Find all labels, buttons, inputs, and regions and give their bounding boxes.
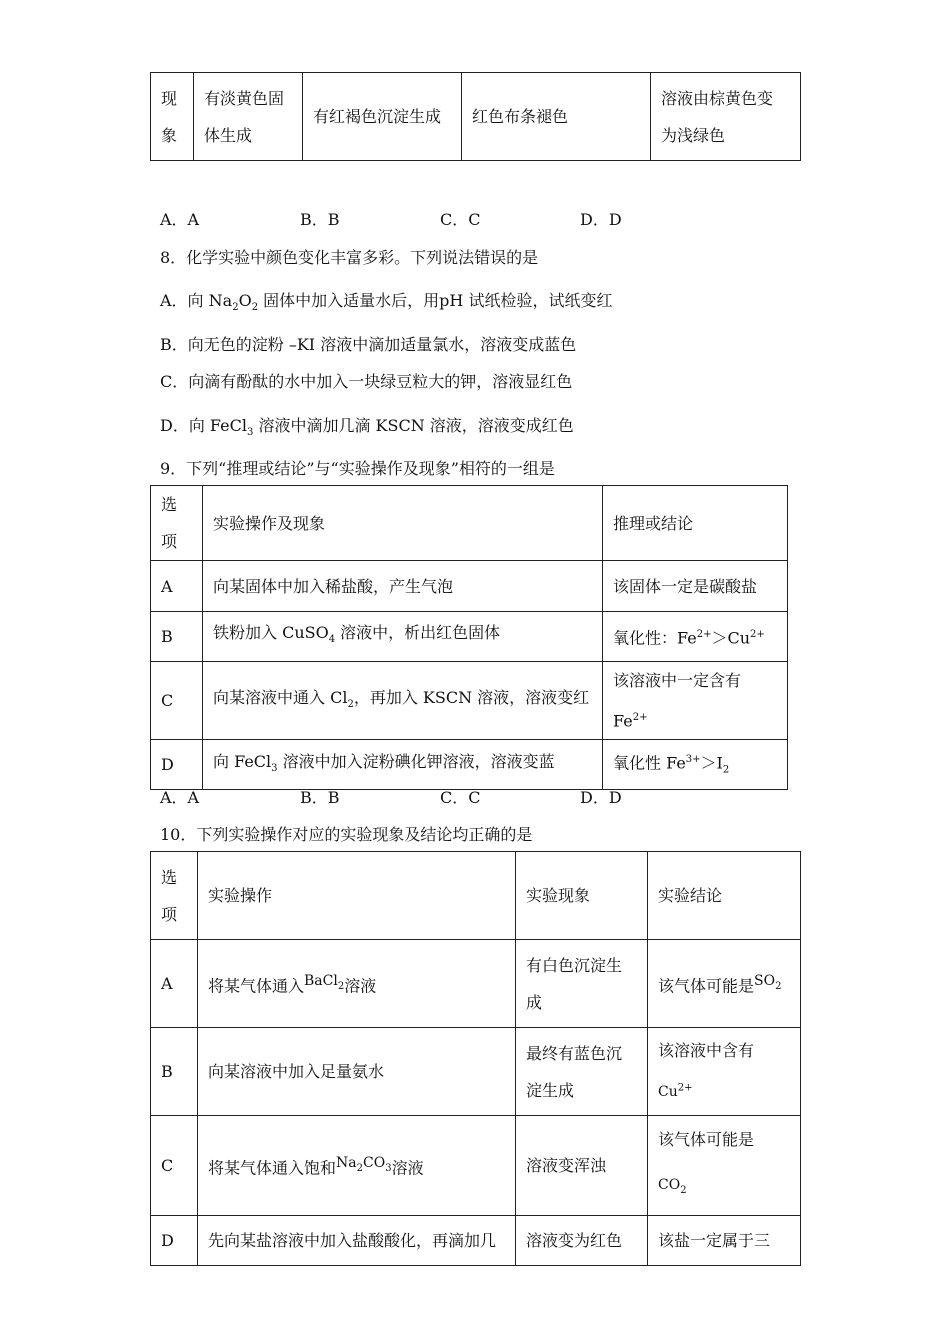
q10-b-ph-2: 淀生成 [526,1080,575,1100]
q9-header-conclusion: 推理或结论 [603,486,788,561]
q7-options [160,207,720,230]
q9-table [150,485,788,790]
q10-b-res-sup: 2+ [677,1082,693,1094]
q9-row-a-option: A [151,561,203,612]
q9-row-b-operation [203,612,603,662]
q10-b-res-1: 该溶液中含有 [658,1041,755,1061]
q8-option-b[interactable]: B．向无色的淀粉 –KI 溶液中滴加适量氯水，溶液变成蓝色 [160,335,577,354]
q9-b-res-pre: 氧化性：Fe [613,628,697,648]
q10-header-option-2: 项 [161,904,178,924]
q9-b-res-sup1: 2+ [696,629,712,641]
q7-option-d[interactable]: D．D [580,210,622,229]
q9-row-b-conclusion [603,612,788,662]
q9-c-op-post: ，再加入 KSCN 溶液，溶液变红 [353,687,590,707]
q10-row-a-operation [198,940,516,1028]
q9-stem: 9．下列“推理或结论”与“实验操作及现象”相符的一组是 [160,459,555,478]
q10-c-res-1: 该气体可能是 [658,1130,755,1150]
q10-c-op-pre: 将某气体通入饱和 [208,1157,337,1177]
q10-c-op-chem1: Na [336,1154,357,1171]
q9-d-res-sup: 3+ [685,754,701,766]
q9-header-operation: 实验操作及现象 [203,486,603,561]
q10-a-ph-1: 有白色沉淀生 [526,955,623,975]
q9-b-op-pre: 铁粉加入 CuSO [213,623,329,643]
q7-table [150,72,801,161]
q9-d-op-pre: 向 FeCl [213,751,272,771]
q9-b-op-post: 溶液中，析出红色固体 [335,623,501,643]
table-row [151,561,788,612]
q10-row-b-conclusion [648,1028,801,1116]
q9-row-c-option: C [151,662,203,740]
q8-d-post: 溶液中滴加几滴 KSCN 溶液，溶液变成红色 [253,416,574,435]
q10-table [150,851,801,1266]
table-row [151,1116,801,1216]
q10-a-op-pre: 将某气体通入 [208,975,305,995]
q9-d-res-pre: 氧化性 Fe [613,753,686,773]
q9-c-res-pre: 该溶液中一定含有 Fe [613,671,742,731]
q10-stem: 10．下列实验操作对应的实验现象及结论均正确的是 [160,825,533,844]
q10-a-op-sub: 2 [337,980,345,992]
q10-row-b-operation: 向某溶液中加入足量氨水 [198,1028,516,1116]
q10-row-b-phenomenon [516,1028,648,1116]
table-row [151,940,801,1028]
q8-option-a[interactable] [160,288,612,313]
q9-c-res-sup: 2+ [632,712,648,723]
q8-d-pre: D．向 FeCl [160,416,247,435]
table-row [151,1028,801,1116]
q9-row-d-option: D [151,740,203,790]
q7-cell-2 [303,73,462,161]
q7-cell-1-line2: 体生成 [204,125,253,145]
q7-cell-4-line1: 溶液由棕黄色变 [661,88,774,108]
q8-option-d[interactable] [160,413,574,438]
q9-row-c-conclusion [603,662,788,740]
q8-a-post: 固体中加入适量水后，用pH 试纸检验，试纸变红 [258,291,613,310]
q7-cell-4 [651,73,801,161]
q9-row-a-conclusion: 该固体一定是碳酸盐 [603,561,788,612]
q7-cell-3 [462,73,651,161]
q7-row-label [151,73,194,161]
q10-header-phenomenon: 实验现象 [516,852,648,940]
q8-a-sub1: 2 [232,302,239,314]
q8-a-sub2: 2 [251,302,259,314]
q10-header-operation: 实验操作 [198,852,516,940]
q9-option-c[interactable]: C．C [440,788,481,807]
q9-option-a[interactable]: A．A [160,788,200,807]
q8-d-sub: 3 [246,427,254,439]
q10-a-ph-2: 成 [526,992,543,1012]
q10-row-d-option: D [151,1216,198,1266]
q10-a-op-post: 溶液 [344,975,377,995]
q7-row-label-2: 象 [161,125,178,145]
q8-a-pre: A．向 [160,291,209,310]
q9-b-res-sup2: 2+ [750,629,765,641]
table-row [151,662,788,740]
table-row [151,612,788,662]
q9-c-op-pre: 向某溶液中通入 Cl [213,687,348,707]
q7-option-b[interactable]: B．B [300,210,340,229]
q7-cell-3-text: 红色布条褪色 [472,107,569,126]
q10-c-op-chem2: CO [363,1154,386,1171]
q10-row-a-conclusion [648,940,801,1028]
q10-c-res-sub: 2 [680,1184,687,1196]
q10-header-conclusion: 实验结论 [648,852,801,940]
q9-row-d-conclusion [603,740,788,790]
q9-option-b[interactable]: B．B [300,788,340,807]
q10-row-b-option: B [151,1028,198,1116]
q10-a-res-sub: 2 [775,980,782,992]
q9-options [160,785,720,808]
q9-option-d[interactable]: D．D [580,788,622,807]
q10-row-c-conclusion [648,1116,801,1216]
q9-b-res-mid: ＞Cu [711,628,751,648]
q7-option-c[interactable]: C．C [440,210,481,229]
q10-c-res-2: CO [658,1177,681,1194]
q10-row-d-conclusion: 该盐一定属于三 [648,1216,801,1266]
q8-a-chem: Na [208,291,233,310]
q9-row-a-operation: 向某固体中加入稀盐酸，产生气泡 [203,561,603,612]
q7-cell-1 [194,73,303,161]
q7-cell-4-line2: 为浅绿色 [661,125,726,145]
q9-d-res-sub: 2 [722,764,730,776]
q10-c-op-post: 溶液 [391,1157,424,1177]
q8-stem: 8．化学实验中颜色变化丰富多彩。下列说法错误的是 [160,248,539,267]
q9-row-b-option: B [151,612,203,662]
q10-c-op-sub1: 2 [356,1162,363,1174]
q9-row-c-operation [203,662,603,740]
q10-a-op-chem: BaCl [304,972,338,989]
q10-header-option [151,852,198,940]
q9-c-op-sub: 2 [347,698,354,710]
q10-row-c-option: C [151,1116,198,1216]
q10-row-c-operation [198,1116,516,1216]
table-row [151,1216,801,1266]
q8-option-c[interactable]: C．向滴有酚酞的水中加入一块绿豆粒大的钾，溶液显红色 [160,372,573,391]
table-row [151,740,788,790]
q7-row-label-1: 现 [161,88,178,108]
q10-a-res-pre: 该气体可能是 [658,975,755,995]
q10-row-a-option: A [151,940,198,1028]
q10-row-d-phenomenon: 溶液变为红色 [516,1216,648,1266]
q10-c-op-sub2: 3 [385,1162,392,1174]
q8-a-o: O [238,291,252,310]
q9-b-op-sub: 4 [328,634,336,646]
q7-option-a[interactable]: A．A [160,210,200,229]
q9-d-op-sub: 3 [271,762,278,774]
q10-row-d-operation: 先向某盐溶液中加入盐酸酸化，再滴加几 [198,1216,516,1266]
q9-row-d-operation [203,740,603,790]
q9-d-op-post: 溶液中加入淀粉碘化钾溶液，溶液变蓝 [277,751,555,771]
q10-header-option-1: 选 [161,867,178,887]
q10-a-res-chem: SO [754,972,776,989]
q7-cell-1-line1: 有淡黄色固 [204,88,285,108]
q10-b-ph-1: 最终有蓝色沉 [526,1043,623,1063]
q10-row-a-phenomenon [516,940,648,1028]
q7-cell-2-text: 有红褐色沉淀生成 [313,107,442,126]
q9-header-option: 选项 [151,486,203,561]
q10-row-c-phenomenon: 溶液变浑浊 [516,1116,648,1216]
q9-d-res-mid: ＞I [700,753,723,773]
q10-b-res-2: Cu [658,1083,678,1100]
